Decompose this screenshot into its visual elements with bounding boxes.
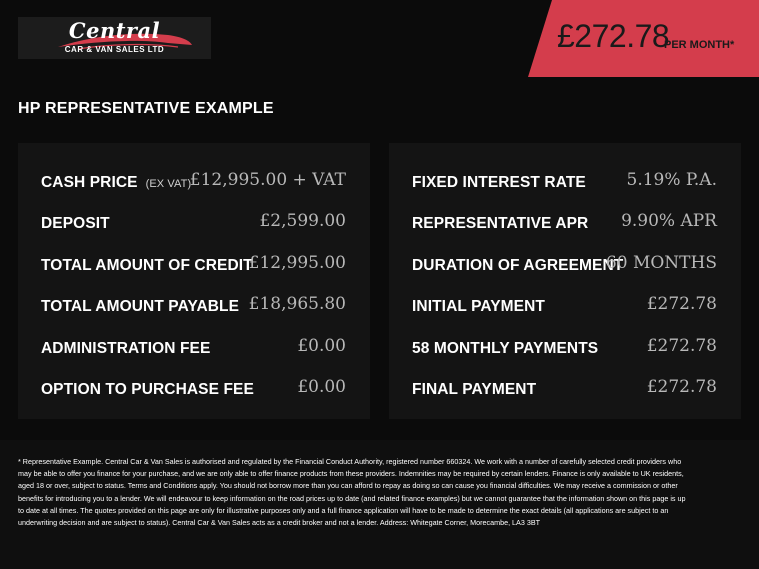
row-total-credit (18, 253, 370, 277)
finance-panel-right (389, 143, 741, 419)
row-admin-fee (18, 336, 370, 360)
row-monthly-payments (389, 336, 741, 360)
row-label: 58 MONTHLY PAYMENTS (412, 340, 599, 357)
row-initial-payment (389, 294, 741, 318)
row-label: DEPOSIT (41, 215, 110, 232)
row-label: OPTION TO PURCHASE FEE (41, 381, 254, 398)
row-value: 9.90% APR (621, 211, 717, 231)
ex-vat-note: (EX VAT) (145, 178, 192, 190)
row-label: REPRESENTATIVE APR (412, 215, 589, 232)
disclaimer-text: * Representative Example. Central Car & Van Sales is authorised and regulated by the Financial Conduct Authority, registered number 660324. We work with a number of carefully selected credit providers who may be able to offer you finance for your purchase, and we are only able to offer finance products from these providers. Indemnities may be required by certain lenders. Finance is only available to UK residents, aged 18 or over, subject to status. Terms and Conditions apply. You should not borrow more than you can afford to repay as doing so can cause you financial difficulties. We may receive a commission or other benefits for introducing you to a lender. We will endeavour to keep information on the road prices up to date (and related finance examples) but we cannot guarantee that the information shown on this page is up to date at all times. The quotes provided on this page are only for illustrative purposes only and a full finance application will have to be made to determine the exact details (all applications are subject to an underwriting decision and are subject to status). Central Car & Van Sales acts as a credit broker and not a lender. Address: Whitegate Corner, Morecambe, LA3 3BT (18, 457, 686, 528)
row-total-payable (18, 294, 370, 318)
row-value: £0.00 (297, 377, 346, 397)
row-interest-rate (389, 170, 741, 194)
row-label: DURATION OF AGREEMENT (412, 257, 624, 274)
logo-subtitle: CAR & VAN SALES LTD (64, 45, 165, 54)
row-value: £2,599.00 (259, 211, 346, 231)
per-month-label: PER MONTH* (664, 39, 735, 51)
row-label: ADMINISTRATION FEE (41, 340, 211, 357)
row-label: FINAL PAYMENT (412, 381, 537, 398)
company-logo[interactable] (18, 17, 211, 59)
row-label: TOTAL AMOUNT OF CREDIT (41, 257, 253, 274)
row-option-fee (18, 377, 370, 401)
logo-script-text: Central (68, 18, 161, 43)
section-title: HP REPRESENTATIVE EXAMPLE (18, 100, 274, 117)
row-value: £0.00 (297, 336, 346, 356)
row-deposit (18, 211, 370, 235)
row-value: £18,965.80 (248, 294, 346, 314)
row-apr (389, 211, 741, 235)
row-label: CASH PRICE (EX VAT) (41, 174, 192, 191)
row-value: £272.78 (646, 294, 717, 314)
row-duration (389, 253, 741, 277)
row-value: £272.78 (646, 377, 717, 397)
finance-panel-left (18, 143, 370, 419)
monthly-price: £272.78 (557, 18, 670, 54)
row-cash-price (18, 170, 370, 194)
row-value: £12,995.00 + VAT (189, 170, 346, 190)
row-final-payment (389, 377, 741, 401)
row-value: 60 MONTHS (605, 253, 717, 273)
row-value: £12,995.00 (248, 253, 346, 273)
row-label: INITIAL PAYMENT (412, 298, 545, 315)
row-label: FIXED INTEREST RATE (412, 174, 586, 191)
row-value: 5.19% P.A. (626, 170, 717, 190)
row-label: TOTAL AMOUNT PAYABLE (41, 298, 240, 315)
row-value: £272.78 (646, 336, 717, 356)
